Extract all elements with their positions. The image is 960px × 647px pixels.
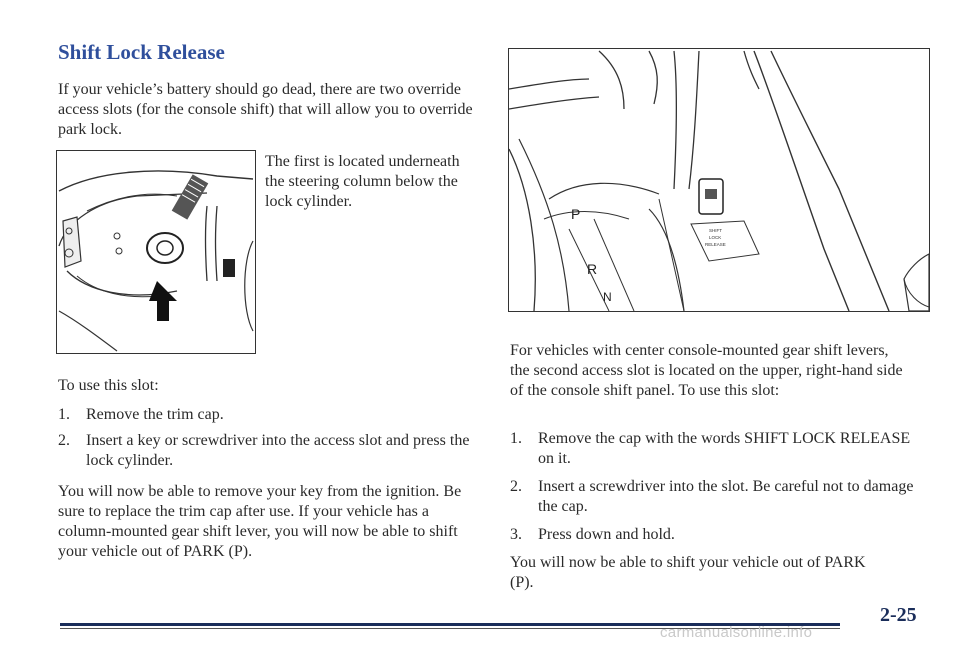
list-item: 2. Insert a screwdriver into the slot. Be careful not to damage the cap. <box>510 478 914 515</box>
page-number: 2-25 <box>880 604 917 626</box>
watermark: carmanualsonline.info <box>660 624 813 641</box>
after-second-paragraph: You will now be able to shift your vehicle out of PARK (P). <box>510 554 866 591</box>
list-item: 2. Insert a key or screwdriver into the access slot and press the lock cylinder. <box>58 432 470 469</box>
list-item: 1. Remove the cap with the words SHIFT LOCK RELEASE on it. <box>510 430 911 467</box>
gear-n-label: N <box>603 290 612 304</box>
intro-paragraph: If your vehicle’s battery should go dead, there are two override access slots (for the console shift) that will allow you to override park lock. <box>58 81 473 138</box>
gear-p-label: P <box>571 206 581 222</box>
shift-lock-label-line1: SHIFT <box>709 228 722 233</box>
use-slot-label: To use this slot: <box>58 377 159 394</box>
list-item: 3. Press down and hold. <box>510 526 675 543</box>
after-first-paragraph: You will now be able to remove your key from the ignition. Be sure to replace the trim cap after use. If your vehicle has a column-mounted gear shift lever, you will now be able to shift your vehicle out of PARK (P). <box>58 483 462 560</box>
first-slot-text: The first is located underneath the steering column below the lock cylinder. <box>265 153 460 210</box>
shift-lock-label-line2: LOCK <box>709 235 722 240</box>
steps-second-list <box>510 429 920 545</box>
steering-column-figure <box>56 150 256 354</box>
section-title: Shift Lock Release <box>58 40 225 64</box>
steps-first-list <box>58 405 478 471</box>
console-intro-paragraph: For vehicles with center console-mounted gear shift levers, the second access slot is located on the upper, right-hand side of the console shift panel. To use this slot: <box>510 342 903 399</box>
shift-lock-label-line3: RELEASE <box>705 242 726 247</box>
console-shift-figure <box>508 48 930 312</box>
list-item: 1. Remove the trim cap. <box>58 406 224 423</box>
gear-r-label: R <box>587 261 598 277</box>
